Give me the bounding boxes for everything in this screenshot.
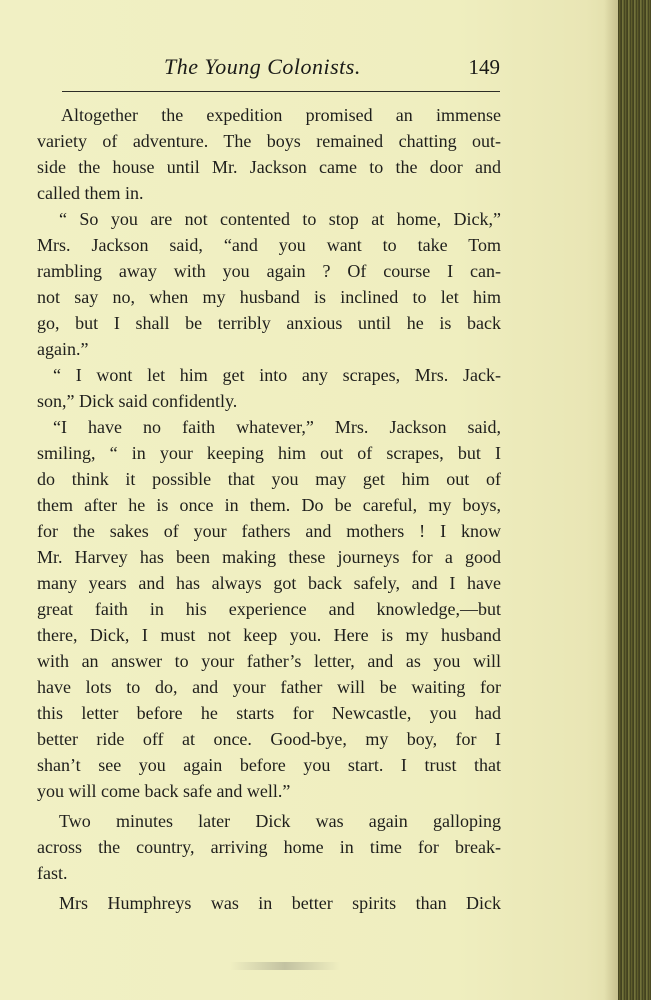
book-page-edges (618, 0, 651, 1000)
text-line: “ I wont let him get into any scrapes, Mrs. Jack- (53, 365, 501, 385)
text-line: do think it possible that you may get him out of (37, 469, 501, 489)
text-line: again.” (37, 339, 89, 359)
header-rule (62, 91, 500, 92)
page-number: 149 (468, 55, 500, 79)
text-line: fast. (37, 863, 68, 883)
text-line: Two minutes later Dick was again galloping (59, 811, 501, 831)
text-line: you will come back safe and well.” (37, 781, 291, 801)
text-line: them after he is once in them. Do be careful, my boys, (37, 495, 501, 515)
text-line: with an answer to your father’s letter, and as you will (37, 651, 501, 671)
text-line: rambling away with you again ? Of course I can- (37, 261, 501, 281)
text-line: “ So you are not contented to stop at home, Dick,” (59, 209, 501, 229)
running-title: The Young Colonists. (164, 54, 361, 79)
text-line: for the sakes of your fathers and mothers ! I know (37, 521, 501, 541)
text-line: better ride off at once. Good-bye, my boy, for I (37, 729, 501, 749)
text-line: Altogether the expedition promised an immense (61, 105, 501, 125)
text-line: go, but I shall be terribly anxious until he is back (37, 313, 501, 333)
text-line: Mr. Harvey has been making these journeys for a good (37, 547, 501, 567)
text-line: across the country, arriving home in time for break- (37, 837, 501, 857)
text-line: side the house until Mr. Jackson came to the door and (37, 157, 501, 177)
text-line: called them in. (37, 183, 144, 203)
text-line: not say no, when my husband is inclined to let him (37, 287, 501, 307)
body-text (37, 102, 501, 916)
page-gutter-shadow (604, 0, 618, 1000)
text-line: “I have no faith whatever,” Mrs. Jackson said, (53, 417, 501, 437)
text-line: smiling, “ in your keeping him out of scrapes, but I (37, 443, 501, 463)
text-line: this letter before he starts for Newcastle, you had (37, 703, 501, 723)
text-line: great faith in his experience and knowledge,—but (37, 599, 501, 619)
text-line: many years and has always got back safely, and I have (37, 573, 501, 593)
running-header (60, 54, 500, 84)
text-line: Mrs Humphreys was in better spirits than Dick (59, 893, 501, 913)
text-line: son,” Dick said confidently. (37, 391, 238, 411)
text-line: there, Dick, I must not keep you. Here is my husband (37, 625, 501, 645)
text-line: shan’t see you again before you start. I trust that (37, 755, 501, 775)
text-line: Mrs. Jackson said, “and you want to take Tom (37, 235, 501, 255)
text-line: have lots to do, and your father will be waiting for (37, 677, 501, 697)
text-line: variety of adventure. The boys remained chatting out- (37, 131, 501, 151)
print-smudge (230, 962, 340, 970)
